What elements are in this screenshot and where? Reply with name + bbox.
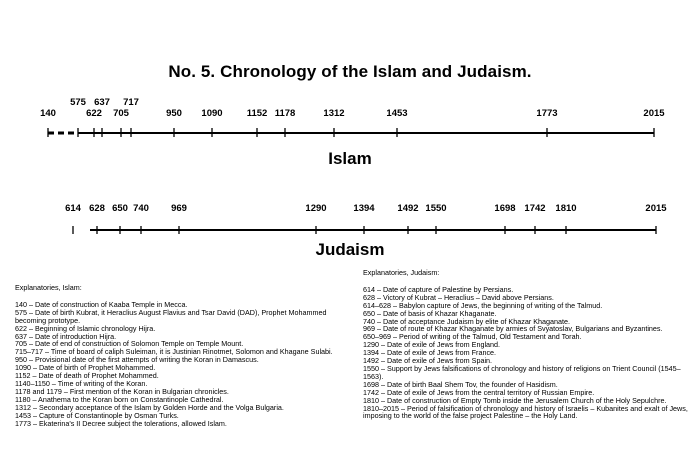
islam-tick-label: 2015 bbox=[643, 108, 665, 119]
explanatory-judaism-entry: 628 – Victory of Kubrat – Heraclius – David above Persians. bbox=[363, 292, 554, 302]
islam-tick-label: 622 bbox=[86, 108, 102, 119]
judaism-tick-label: 1290 bbox=[305, 203, 327, 214]
explanatory-islam-entry: 140 – Date of construction of Kaaba Temple in Mecca. bbox=[15, 299, 188, 309]
page-title: No. 5. Chronology of the Islam and Judaism. bbox=[168, 62, 532, 81]
judaism-timeline-title: Judaism bbox=[315, 240, 385, 259]
islam-tick-label: 637 bbox=[94, 97, 110, 108]
judaism-tick-label: 2015 bbox=[645, 203, 667, 214]
explanatory-islam-entry: 950 – Provisional date of the first attempts of writing the Koran in Damascus. bbox=[15, 355, 259, 365]
islam-tick-label: 1453 bbox=[386, 108, 408, 119]
explanatory-judaism-entry: 1698 – Date of birth Baal Shem Tov, the founder of Hasidism. bbox=[363, 379, 558, 389]
explanatory-judaism-entry: 650–969 – Period of writing of the Talmud, Old Testament and Torah. bbox=[363, 332, 582, 342]
explanatory-judaism-entry: 1492 – Date of exile of Jews from Spain. bbox=[363, 356, 493, 366]
judaism-tick-label: 969 bbox=[171, 203, 187, 214]
islam-tick-label: 140 bbox=[40, 108, 56, 119]
explanatory-islam-entry: 1312 – Secondary acceptance of the Islam by Golden Horde and the Volga Bulgaria. bbox=[15, 402, 284, 412]
islam-timeline-title: Islam bbox=[328, 149, 372, 168]
judaism-tick-label: 1742 bbox=[524, 203, 546, 214]
islam-tick-label: 1090 bbox=[201, 108, 223, 119]
explanatory-judaism-entry: 1290 – Date of exile of Jews from England. bbox=[363, 340, 501, 350]
judaism-tick-label: 1550 bbox=[425, 203, 447, 214]
explanatory-judaism-entry: 969 – Date of route of Khazar Khaganate by armies of Svyatoslav, Bulgarians and Byzantines. bbox=[363, 324, 663, 334]
explanatories-judaism-list bbox=[363, 286, 693, 420]
explanatory-islam-entry: 1180 – Anathema to the Koran born on Constantinople Cathedral. bbox=[15, 394, 224, 404]
explanatory-islam-entry: 622 – Beginning of Islamic chronology Hijra. bbox=[15, 323, 156, 333]
islam-tick-label: 950 bbox=[166, 108, 182, 119]
judaism-tick-label: 1698 bbox=[494, 203, 516, 214]
explanatory-islam-entry: 1140–1150 – Time of writing of the Koran. bbox=[15, 378, 148, 388]
explanatory-judaism-entry: 1810–2015 – Period of falsification of chronology and history of Israelis – Kubanites and exalt of Jews, imposing to the world of the false project Palestine – the Holy Land. bbox=[363, 403, 688, 421]
explanatories-judaism-heading: Explanatories, Judaism: bbox=[363, 268, 440, 277]
explanatory-islam-entry: 637 – Date of introduction Hijra. bbox=[15, 331, 117, 341]
islam-tick-label: 1152 bbox=[246, 108, 268, 119]
explanatory-judaism-entry: 650 – Date of basis of Khazar Khaganate. bbox=[363, 308, 497, 318]
explanatory-islam-entry: 715–717 – Time of board of caliph Suleiman, it is Justinian Rinotmet, Solomon and Khagane Sulabi. bbox=[15, 347, 333, 357]
explanatories-islam-heading: Explanatories, Islam: bbox=[15, 283, 82, 292]
explanatory-islam-entry: 575 – Date of birth Kubrat, it Heraclius August Flavius and Tsar David (DAD), Prophet Mohammed becoming prototype. bbox=[15, 307, 327, 325]
explanatory-judaism-entry: 1742 – Date of exile of Jews from the central territory of Russian Empire. bbox=[363, 387, 595, 397]
explanatory-islam-entry: 705 – Date of end of construction of Solomon Temple on Temple Mount. bbox=[15, 339, 244, 349]
islam-tick-label: 1178 bbox=[274, 108, 296, 119]
explanatory-islam-entry: 1773 – Ekaterina's II Decree subject the tolerations, allowed Islam. bbox=[15, 418, 227, 428]
judaism-tick-label: 1810 bbox=[555, 203, 577, 214]
judaism-tick-label: 740 bbox=[133, 203, 149, 214]
explanatory-islam-entry: 1453 – Capture of Constantinople by Osman Turks. bbox=[15, 410, 179, 420]
explanatories-islam-list bbox=[15, 301, 345, 428]
explanatory-judaism-entry: 614 – Date of capture of Palestine by Persians. bbox=[363, 284, 514, 294]
explanatories-judaism bbox=[363, 269, 693, 420]
explanatory-islam-entry: 1090 – Date of birth of Prophet Mohammed. bbox=[15, 363, 156, 373]
judaism-tick-label: 614 bbox=[65, 203, 81, 214]
explanatory-judaism-entry: 740 – Date of acceptance Judaism by elite of Khazar Khaganate. bbox=[363, 316, 570, 326]
explanatory-judaism-entry: 1394 – Date of exile of Jews from France. bbox=[363, 348, 497, 358]
explanatories-islam bbox=[15, 284, 345, 427]
islam-tick-label: 1312 bbox=[323, 108, 345, 119]
islam-tick-label: 575 bbox=[70, 97, 86, 108]
islam-tick-label: 717 bbox=[123, 97, 139, 108]
judaism-tick-label: 628 bbox=[89, 203, 105, 214]
judaism-tick-label: 1492 bbox=[397, 203, 419, 214]
explanatory-islam-entry: 1152 – Date of death of Prophet Mohammed. bbox=[15, 371, 159, 381]
islam-tick-label: 705 bbox=[113, 108, 129, 119]
islam-tick-label: 1773 bbox=[536, 108, 558, 119]
explanatory-islam-entry: 1178 and 1179 – First mention of the Koran in Bulgarian chronicles. bbox=[15, 386, 229, 396]
explanatory-judaism-entry: 614–628 – Babylon capture of Jews, the beginning of writing of the Talmud. bbox=[363, 300, 603, 310]
judaism-tick-label: 1394 bbox=[353, 203, 375, 214]
judaism-tick-label: 650 bbox=[112, 203, 128, 214]
explanatory-judaism-entry: 1810 – Date of construction of Empty Tomb inside the Jerusalem Church of the Holy Sepulchre. bbox=[363, 395, 667, 405]
explanatory-judaism-entry: 1550 – Support by Jews falsifications of chronology and history of religions on Trient Council (1545–1563). bbox=[363, 363, 681, 381]
